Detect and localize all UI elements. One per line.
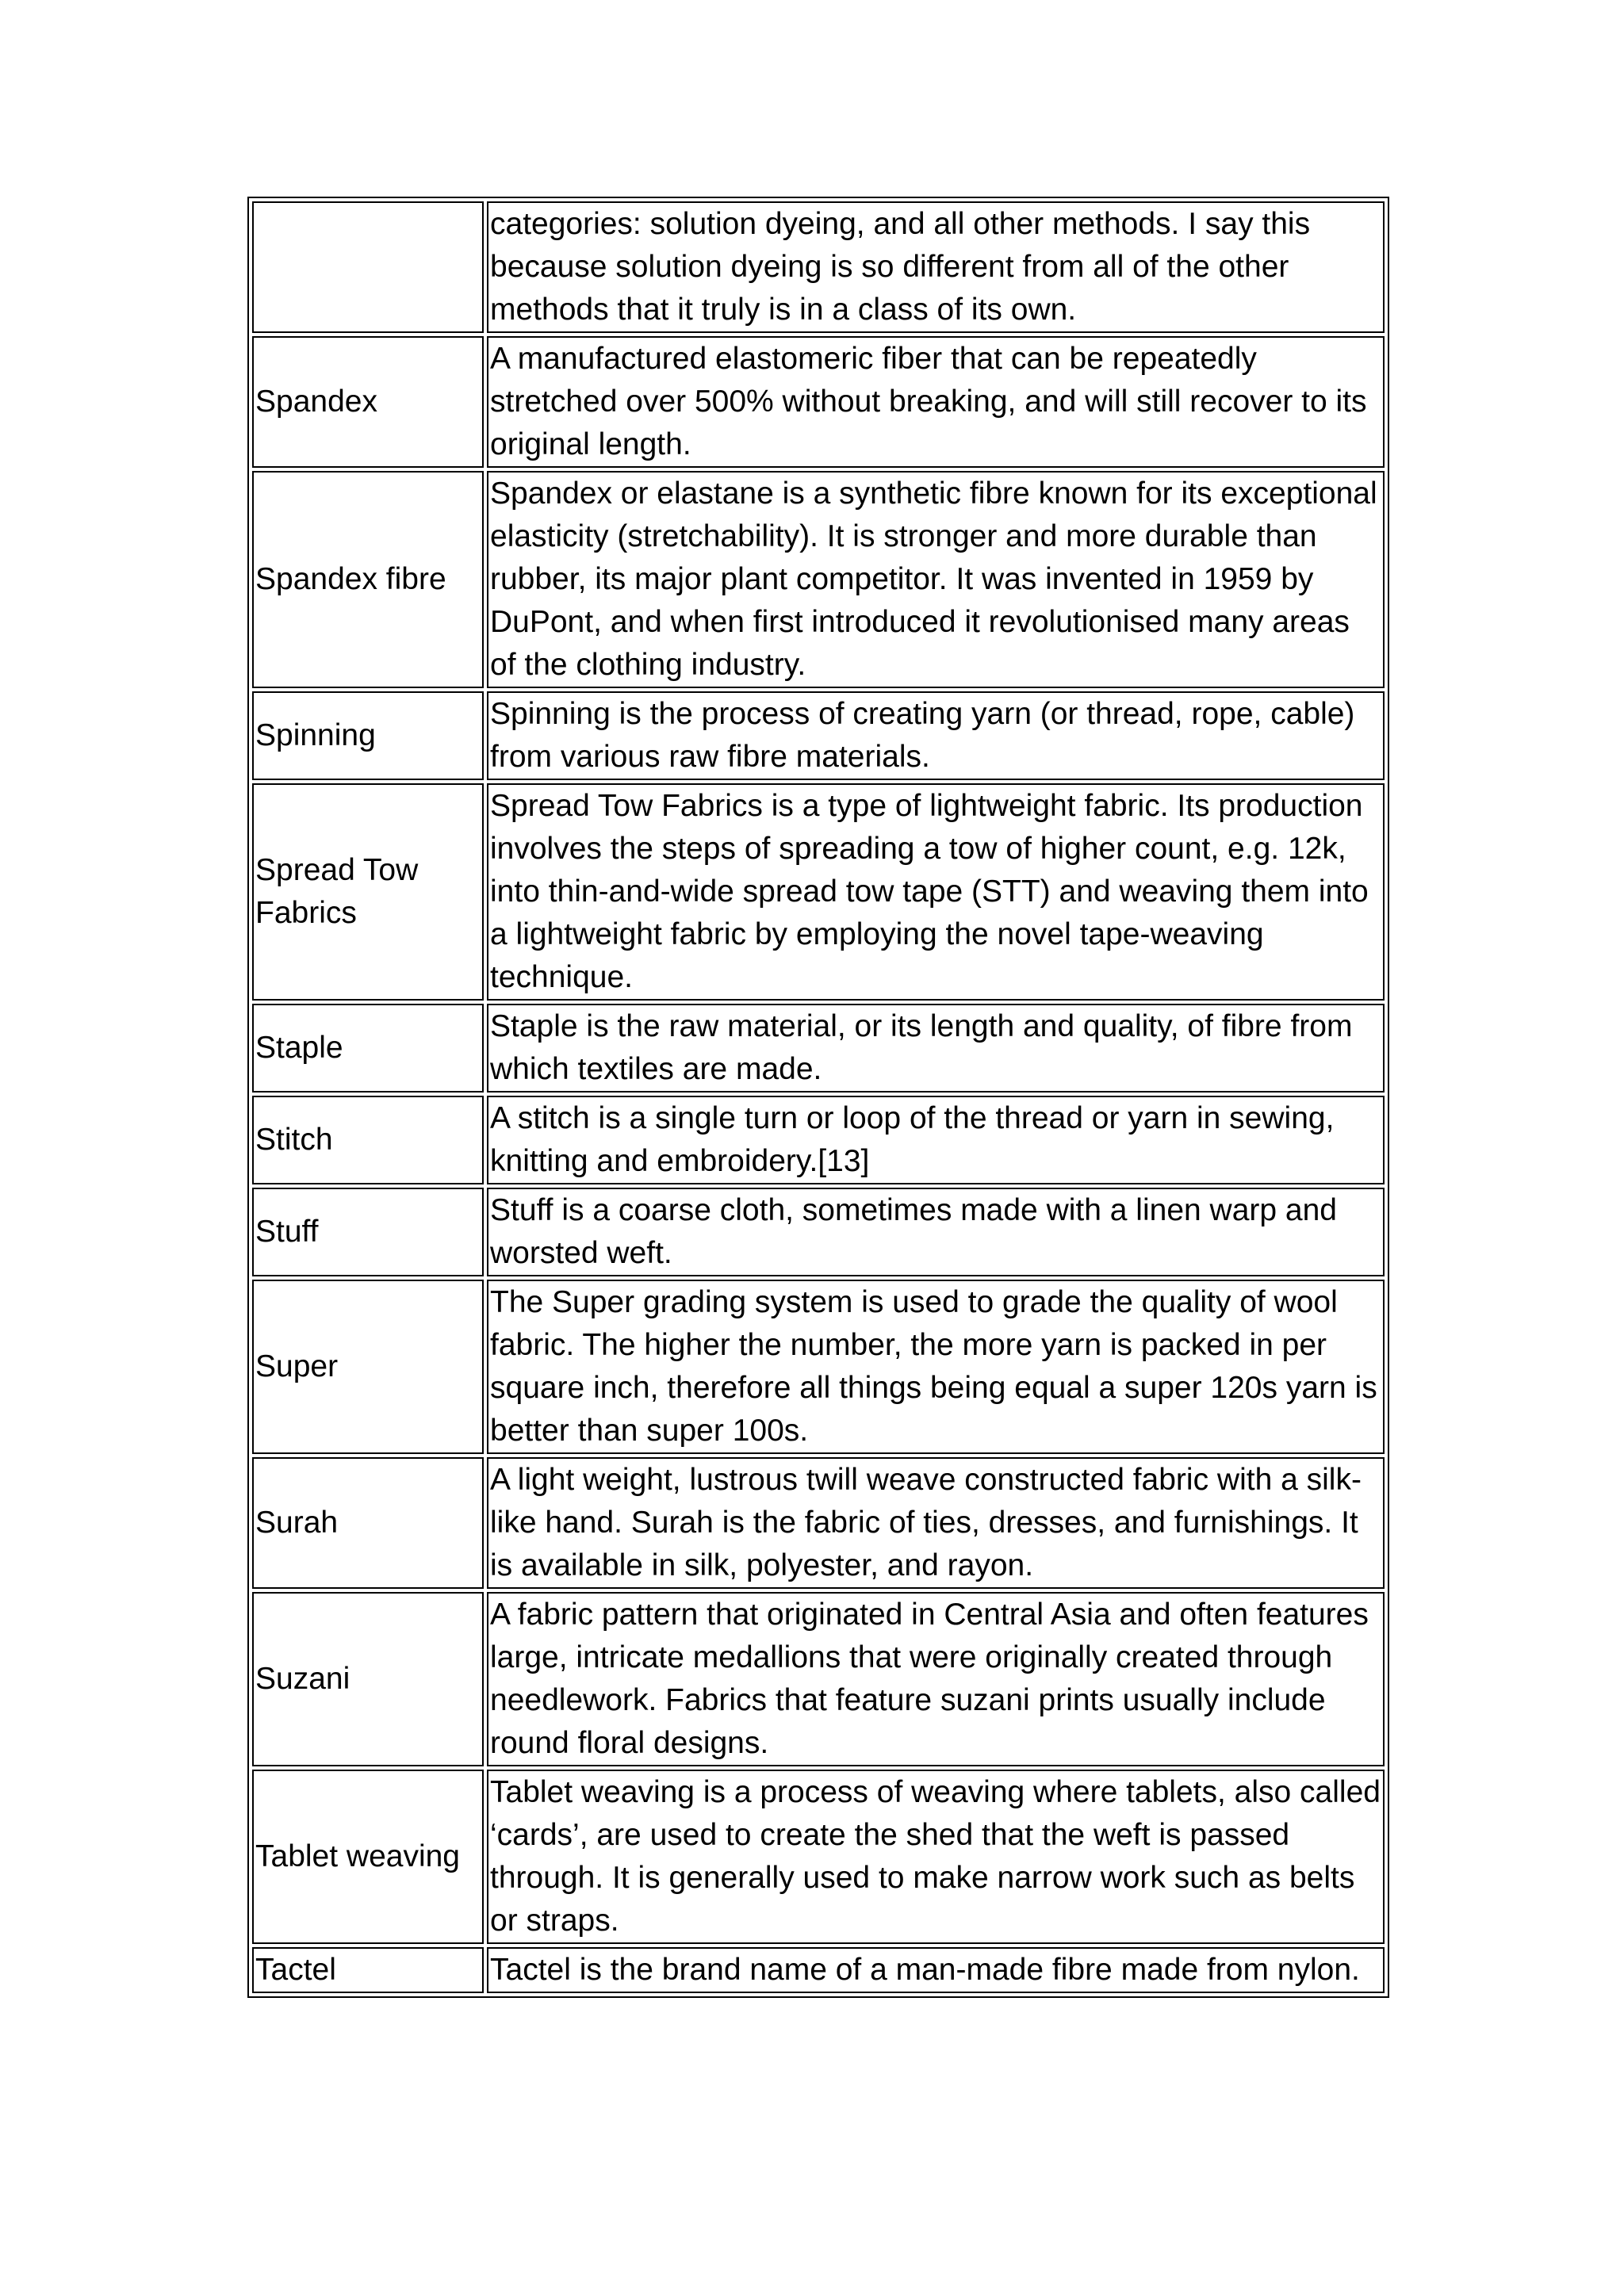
term-cell: Stuff <box>252 1188 484 1276</box>
table-row <box>252 201 1385 333</box>
term-cell: Tablet weaving <box>252 1770 484 1944</box>
table-row <box>252 1457 1385 1589</box>
definition-cell: A light weight, lustrous twill weave constructed fabric with a silk-like hand. Surah is the fabric of ties, dresses, and furnishings. It is available in silk, polyester, and rayon. <box>487 1457 1385 1589</box>
term-cell: Spinning <box>252 691 484 780</box>
term-cell: Spread Tow Fabrics <box>252 783 484 1001</box>
definition-cell: A fabric pattern that originated in Central Asia and often features large, intricate medallions that were originally created through needlework. Fabrics that feature suzani prints usually include round floral designs. <box>487 1592 1385 1766</box>
term-cell <box>252 201 484 333</box>
definition-cell: Spinning is the process of creating yarn (or thread, rope, cable) from various raw fibre materials. <box>487 691 1385 780</box>
definition-cell: Tablet weaving is a process of weaving where tablets, also called ‘cards’, are used to create the shed that the weft is passed through. It is generally used to make narrow work such as belts or straps. <box>487 1770 1385 1944</box>
term-cell: Tactel <box>252 1947 484 1993</box>
term-cell: Spandex fibre <box>252 471 484 688</box>
definition-cell: Staple is the raw material, or its length and quality, of fibre from which textiles are made. <box>487 1004 1385 1093</box>
term-cell: Spandex <box>252 336 484 468</box>
definition-cell: Stuff is a coarse cloth, sometimes made with a linen warp and worsted weft. <box>487 1188 1385 1276</box>
table-row <box>252 783 1385 1001</box>
definition-cell: A stitch is a single turn or loop of the thread or yarn in sewing, knitting and embroidery.[13] <box>487 1096 1385 1184</box>
table-row <box>252 336 1385 468</box>
term-cell: Suzani <box>252 1592 484 1766</box>
definition-cell: categories: solution dyeing, and all other methods. I say this because solution dyeing is so different from all of the other methods that it truly is in a class of its own. <box>487 201 1385 333</box>
term-cell: Staple <box>252 1004 484 1093</box>
table-row <box>252 1188 1385 1276</box>
table-row <box>252 1096 1385 1184</box>
definition-cell: The Super grading system is used to grade the quality of wool fabric. The higher the number, the more yarn is packed in per square inch, therefore all things being equal a super 120s yarn is better than super 100s. <box>487 1280 1385 1454</box>
definition-cell: A manufactured elastomeric fiber that can be repeatedly stretched over 500% without breaking, and will still recover to its original length. <box>487 336 1385 468</box>
definition-cell: Tactel is the brand name of a man-made fibre made from nylon. <box>487 1947 1385 1993</box>
table-row <box>252 1004 1385 1093</box>
table-row <box>252 691 1385 780</box>
table-row <box>252 471 1385 688</box>
definition-cell: Spread Tow Fabrics is a type of lightweight fabric. Its production involves the steps of spreading a tow of higher count, e.g. 12k, into thin-and-wide spread tow tape (STT) and weaving them into a lightweight fabric by employing the novel tape-weaving technique. <box>487 783 1385 1001</box>
table-row <box>252 1592 1385 1766</box>
definition-cell: Spandex or elastane is a synthetic fibre known for its exceptional elasticity (stretchability). It is stronger and more durable than rubber, its major plant competitor. It was invented in 1959 by DuPont, and when first introduced it revolutionised many areas of the clothing industry. <box>487 471 1385 688</box>
table-row <box>252 1770 1385 1944</box>
term-cell: Super <box>252 1280 484 1454</box>
term-cell: Stitch <box>252 1096 484 1184</box>
table-row <box>252 1947 1385 1993</box>
table-row <box>252 1280 1385 1454</box>
glossary-table <box>247 197 1389 1998</box>
term-cell: Surah <box>252 1457 484 1589</box>
